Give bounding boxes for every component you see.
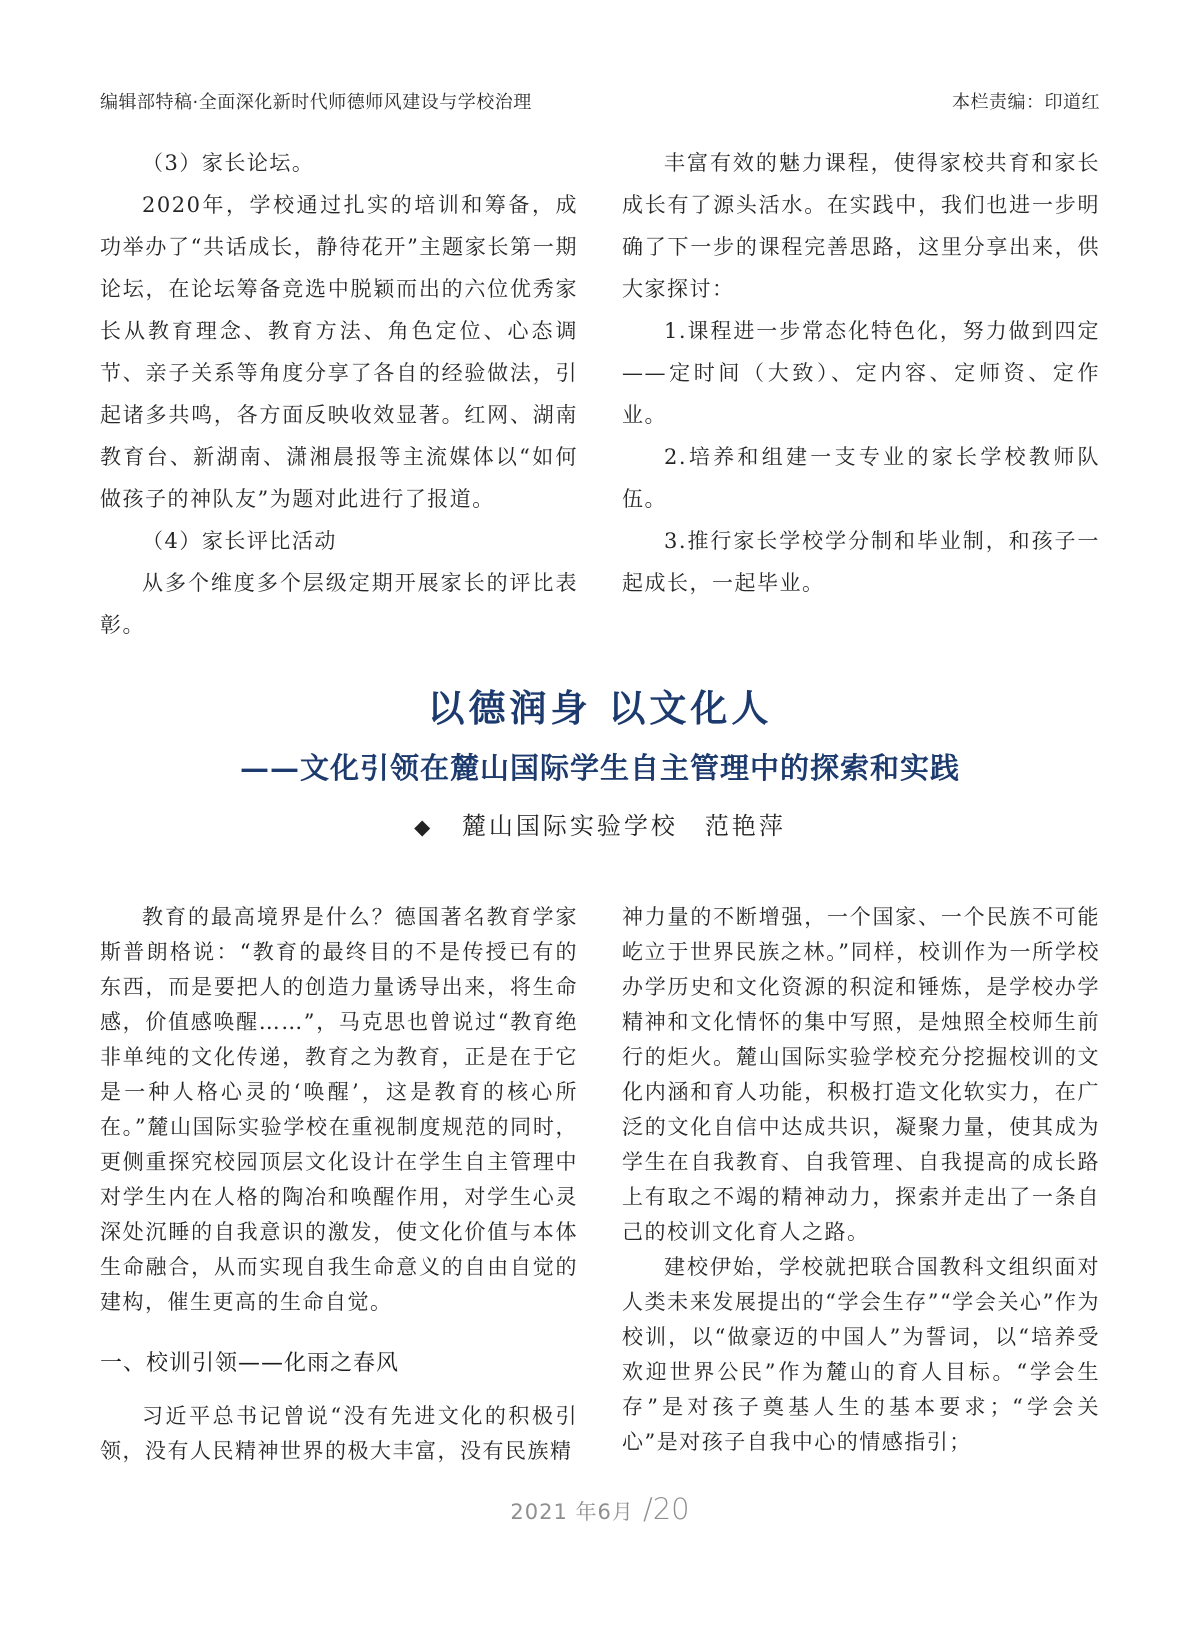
top-left-column: [100, 142, 578, 646]
previous-article-continuation: [100, 142, 1100, 646]
header-column-title: 编辑部特稿·全面深化新时代师德师风建设与学校治理: [100, 92, 532, 113]
paragraph: 从多个维度多个层级定期开展家长的评比表彰。: [100, 571, 578, 637]
article-title: 以德润身 以文化人: [427, 686, 773, 730]
paragraph: （3）家长论坛。: [142, 151, 315, 175]
paragraph: 3.推行家长学校学分制和毕业制，和孩子一起成长，一起毕业。: [622, 529, 1100, 595]
paragraph: 2020年，学校通过扎实的培训和筹备，成功举办了“共话成长，静待花开”主题家长第一期论坛，在论坛筹备竞选中脱颖而出的六位优秀家长从教育理念、教育方法、角色定位、心态调节、亲子关系等角度分享了各自的经验做法，引起诸多共鸣，各方面反映收效显著。红网、湖南教育台、新湖南、潇湘晨报等主流媒体以“如何做孩子的神队友”为题对此进行了报道。: [100, 193, 578, 511]
page-header: [100, 88, 1100, 114]
paragraph: 1.课程进一步常态化特色化，努力做到四定——定时间（大致）、定内容、定师资、定作业。: [622, 319, 1100, 427]
article-body: [100, 900, 1100, 1469]
body-left-column: [100, 900, 578, 1469]
article-title-block: [0, 678, 1200, 787]
header-editor-credit: 本栏责编：印道红: [952, 92, 1100, 113]
paragraph: 建校伊始，学校就把联合国教科文组织面对人类未来发展提出的“学会生存”“学会关心”作为校训，以“做豪迈的中国人”为誓词，以“培养受欢迎世界公民”作为麓山的育人目标。“学会生存”是对孩子奠基人生的基本要求；“学会关心”是对孩子自我中心的情感指引；: [622, 1255, 1100, 1454]
paragraph: 习近平总书记曾说“没有先进文化的积极引领，没有人民精神世界的极大丰富，没有民族精: [100, 1404, 578, 1463]
paragraph: 丰富有效的魅力课程，使得家校共育和家长成长有了源头活水。在实践中，我们也进一步明确了下一步的课程完善思路，这里分享出来，供大家探讨：: [622, 151, 1100, 301]
top-right-column: [622, 142, 1100, 646]
paragraph: （4）家长评比活动: [142, 529, 337, 553]
page-footer: [0, 1492, 1200, 1526]
paragraph: 2.培养和组建一支专业的家长学校教师队伍。: [622, 445, 1100, 511]
diamond-bullet-icon: ◆: [414, 815, 434, 839]
author-line: [0, 806, 1200, 841]
paragraph: 神力量的不断增强，一个国家、一个民族不可能屹立于世界民族之林。”同样，校训作为一所学校办学历史和文化资源的积淀和锤炼，是学校办学精神和文化情怀的集中写照，是烛照全校师生前行的炬火。麓山国际实验学校充分挖掘校训的文化内涵和育人功能，积极打造文化软实力，在广泛的文化自信中达成共识，凝聚力量，使其成为学生在自我教育、自我管理、自我提高的成长路上有取之不竭的精神动力，探索并走出了一条自己的校训文化育人之路。: [622, 905, 1100, 1244]
article-subtitle: ——文化引领在麓山国际学生自主管理中的探索和实践: [239, 751, 960, 785]
author-affiliation-name: 麓山国际实验学校 范艳萍: [461, 812, 786, 840]
body-right-column: [622, 900, 1100, 1469]
section-heading: 一、校训引领——化雨之春风: [100, 1351, 400, 1376]
paragraph: 教育的最高境界是什么？德国著名教育学家斯普朗格说：“教育的最终目的不是传授已有的东西，而是要把人的创造力量诱导出来，将生命感，价值感唤醒……”，马克思也曾说过“教育绝非单纯的文化传递，教育之为教育，正是在于它是一种人格心灵的‘唤醒’，这是教育的核心所在。”麓山国际实验学校在重视制度规范的同时，更侧重探究校园顶层文化设计在学生自主管理中对学生内在人格的陶冶和唤醒作用，对学生心灵深处沉睡的自我意识的激发，使文化价值与本体生命融合，从而实现自我生命意义的自由自觉的建构，催生更高的生命自觉。: [100, 905, 578, 1314]
page-number: /20: [642, 1492, 690, 1526]
issue-date: 2021 年6月: [510, 1500, 634, 1524]
